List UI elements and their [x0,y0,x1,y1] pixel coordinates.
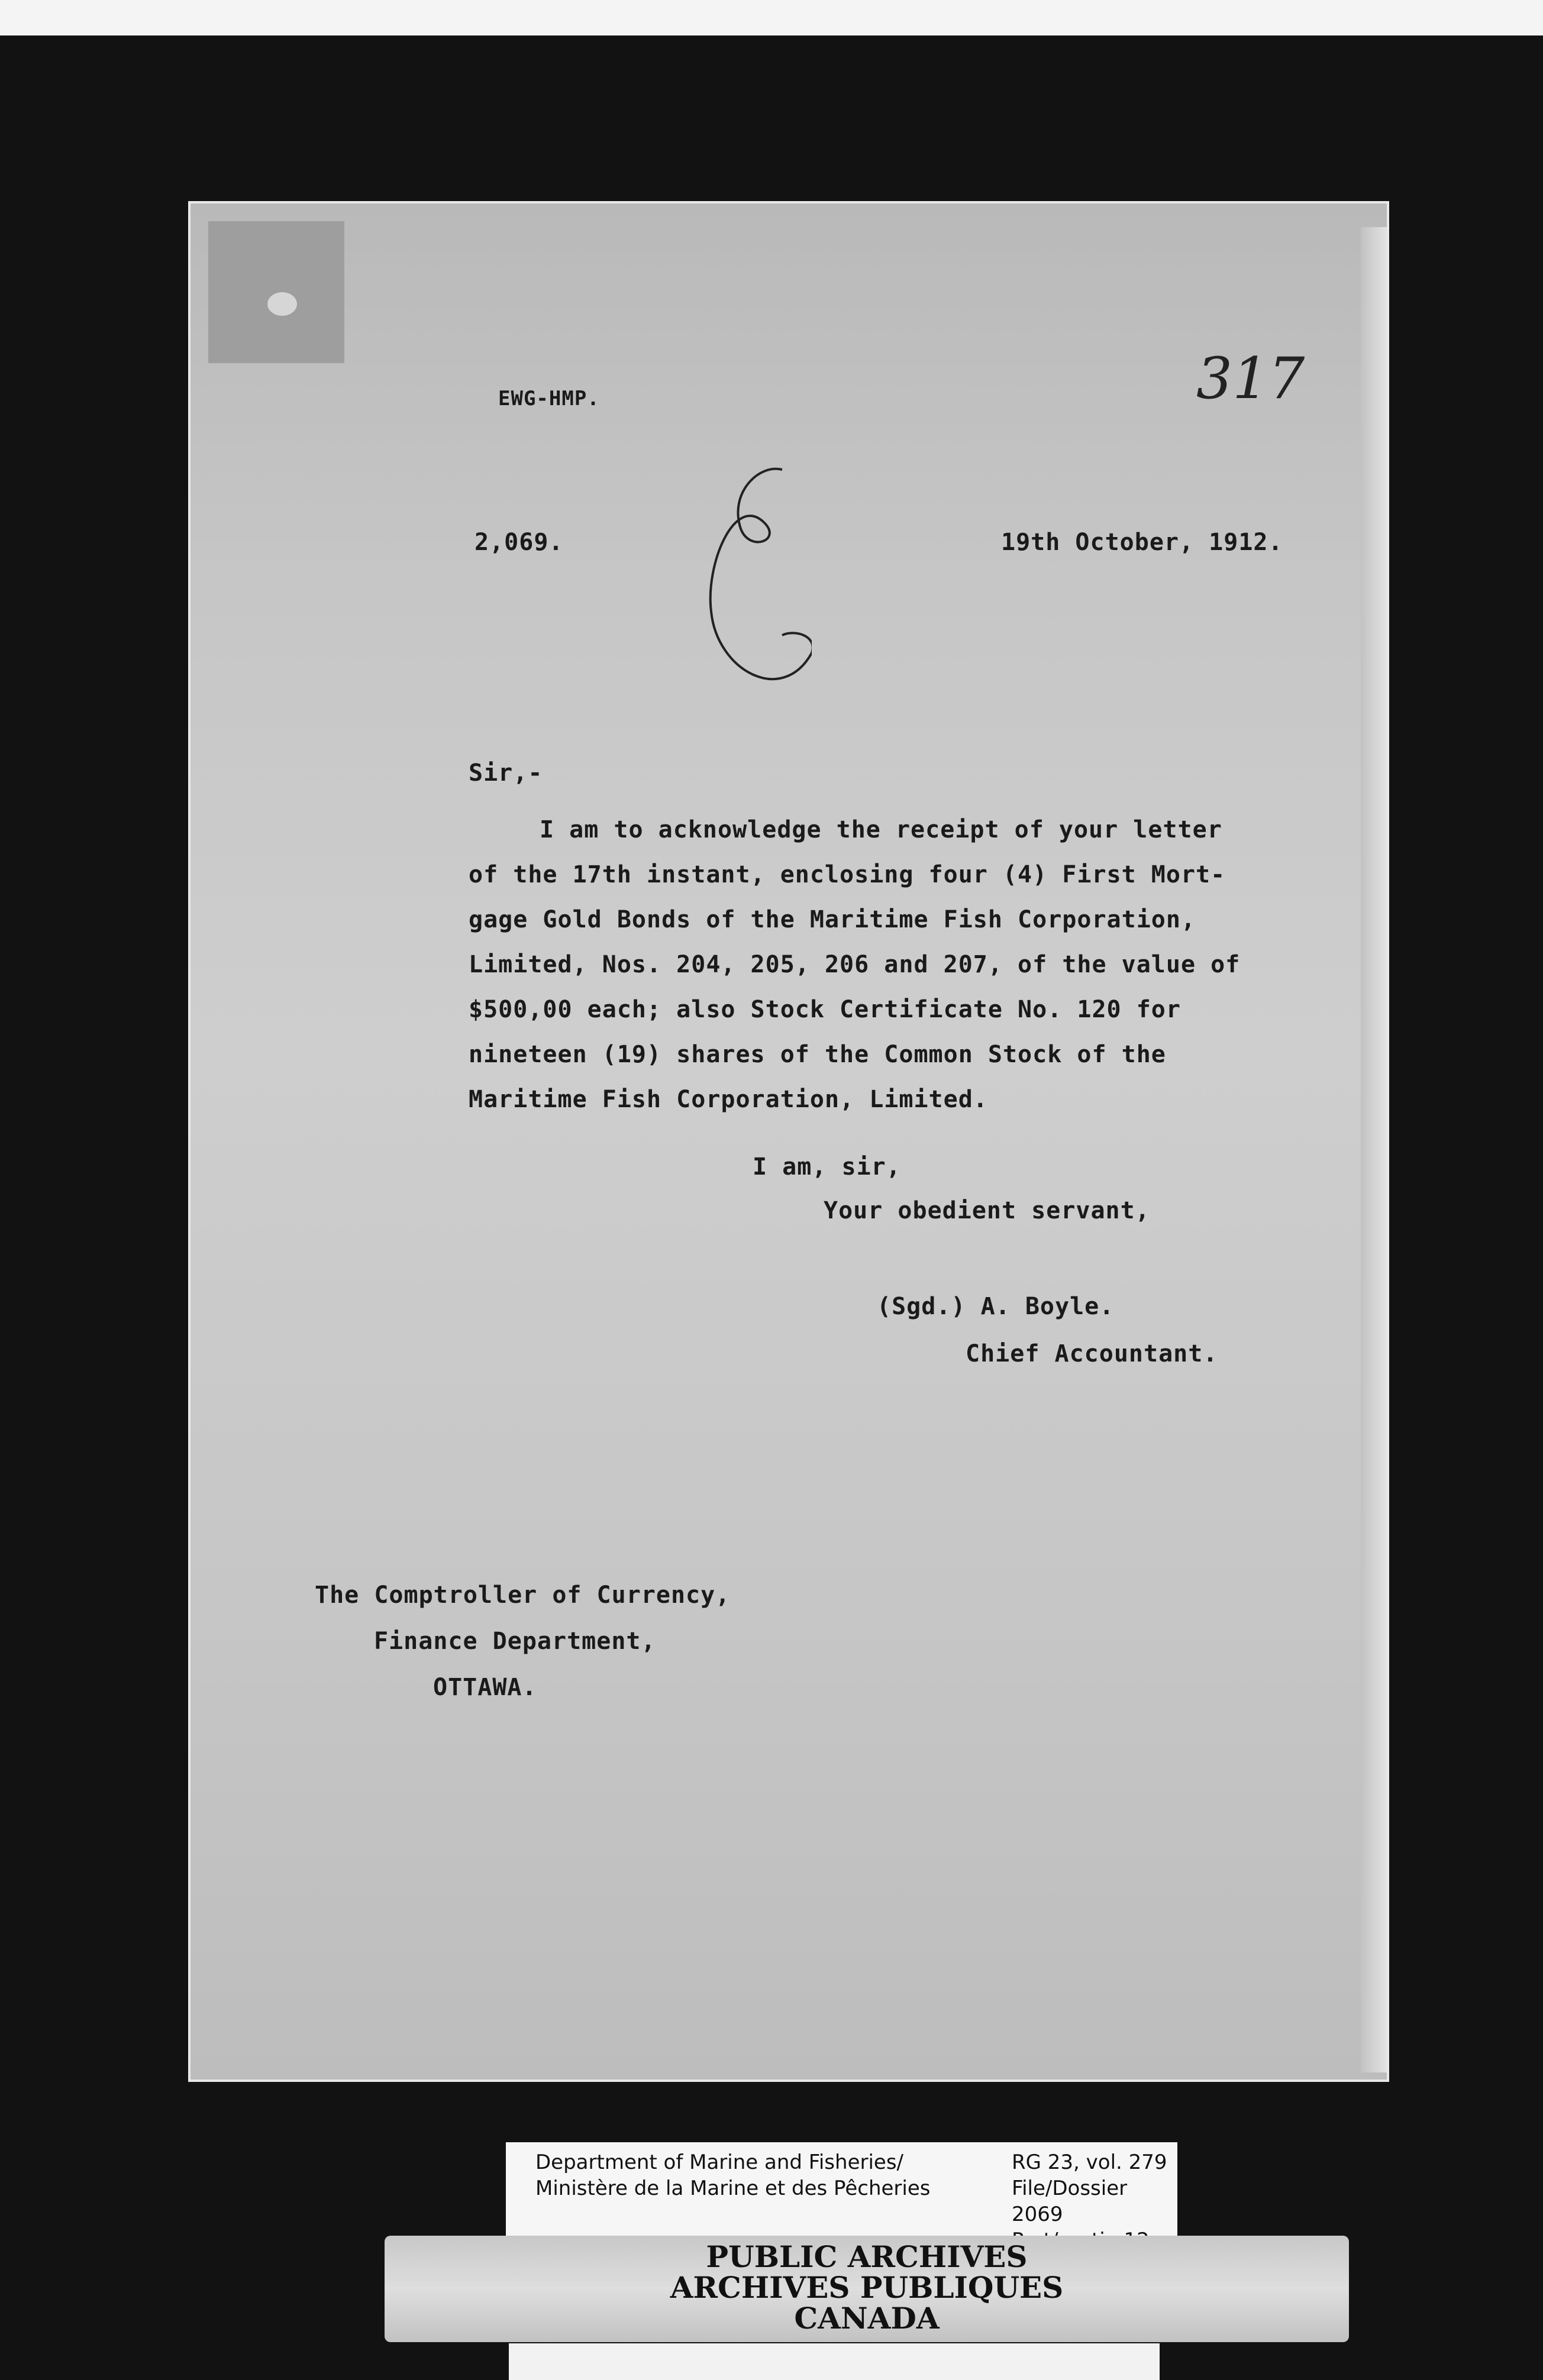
department-english: Department of Marine and Fisheries/ [535,2151,903,2174]
page-edge [1361,227,1387,2072]
bottom-film-edge [509,2343,1160,2380]
salutation: Sir,- [469,759,543,787]
closing-phrase: I am, sir, [753,1153,901,1181]
body-line: of the 17th instant, enclosing four (4) First Mort- [469,861,1226,888]
department-french: Ministère de la Marine et des Pêcheries [535,2177,931,2200]
body-line: nineteen (19) shares of the Common Stock of the [469,1041,1166,1068]
body-line: I am to acknowledge the receipt of your letter [540,816,1222,843]
body-line: gage Gold Bonds of the Maritime Fish Corporation, [469,906,1196,933]
stamp-line: PUBLIC ARCHIVES [706,2239,1028,2274]
record-group: RG 23, vol. 279 [1012,2151,1167,2174]
signature-line: (Sgd.) A. Boyle. [877,1293,1115,1320]
closing-phrase: Your obedient servant, [824,1197,1150,1224]
body-line: $500,00 each; also Stock Certificate No. 120 for [469,996,1181,1023]
top-film-edge [0,0,1543,35]
folio-number: 317 [1196,345,1305,412]
reference-code: EWG-HMP. [498,387,600,410]
file-dossier: File/Dossier 2069 [1012,2177,1128,2226]
addressee-line: Finance Department, [374,1628,656,1655]
letter-page [188,201,1389,2082]
stamp-line: ARCHIVES PUBLIQUES [670,2270,1064,2305]
archives-stamp [385,2236,1349,2342]
body-line: Limited, Nos. 204, 205, 206 and 207, of the value of [469,951,1241,978]
corner-mark [208,221,344,363]
handwritten-flourish [693,458,812,706]
body-line: Maritime Fish Corporation, Limited. [469,1086,988,1113]
stamp-line: CANADA [794,2301,940,2336]
catalog-label [506,2142,1177,2242]
file-number: 2,069. [474,529,564,556]
signatory-title: Chief Accountant. [966,1340,1218,1367]
addressee-line: OTTAWA. [433,1674,537,1701]
addressee-line: The Comptroller of Currency, [315,1582,731,1609]
letter-date: 19th October, 1912. [1001,529,1283,556]
